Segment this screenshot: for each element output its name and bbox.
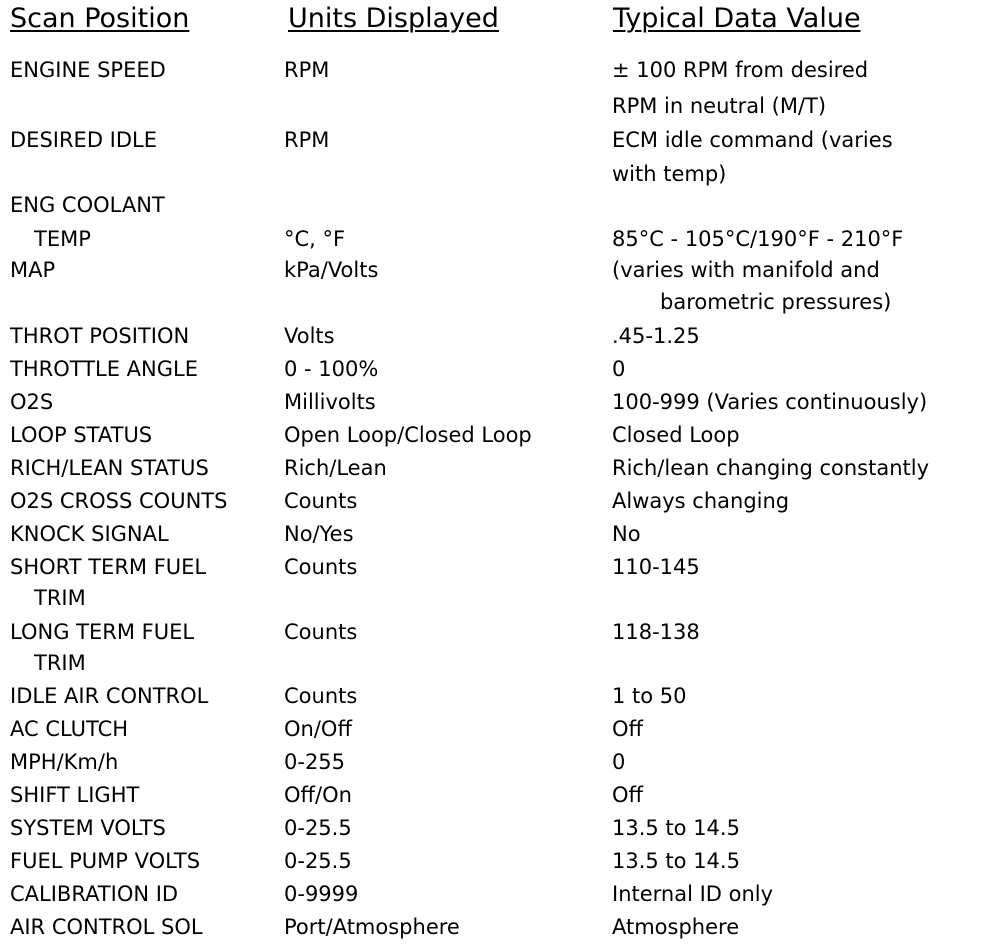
header-units-displayed: Units Displayed — [288, 3, 499, 34]
scan-position-cell: RICH/LEAN STATUS — [10, 456, 209, 480]
units-cell: Millivolts — [284, 390, 376, 414]
scan-position-cell: AIR CONTROL SOL — [10, 915, 203, 939]
units-cell: Open Loop/Closed Loop — [284, 423, 532, 447]
typical-value-cell: Atmosphere — [612, 915, 740, 939]
scan-position-cell: LONG TERM FUEL — [10, 620, 195, 644]
typical-value-cell: Internal ID only — [612, 882, 774, 906]
scan-position-cell: DESIRED IDLE — [10, 128, 157, 152]
units-cell: Rich/Lean — [284, 456, 387, 480]
typical-value-cell: 0 — [612, 357, 626, 381]
typical-value-cell: 1 to 50 — [612, 684, 687, 708]
units-cell: 0-9999 — [284, 882, 359, 906]
units-cell: 0-25.5 — [284, 816, 352, 840]
units-cell: Port/Atmosphere — [284, 915, 460, 939]
scan-position-cell: FUEL PUMP VOLTS — [10, 849, 201, 873]
typical-value-cell: 100-999 (Varies continuously) — [612, 390, 928, 414]
scan-position-cell: THROT POSITION — [10, 324, 190, 348]
typical-value-cell: Closed Loop — [612, 423, 740, 447]
units-cell: RPM — [284, 58, 330, 82]
typical-value-cell: (varies with manifold and — [612, 258, 880, 282]
units-cell: Off/On — [284, 783, 352, 807]
typical-value-cell: Always changing — [612, 489, 790, 513]
typical-value-cell: 0 — [612, 750, 626, 774]
typical-value-cell: barometric pressures) — [660, 290, 892, 314]
scan-position-cell: THROTTLE ANGLE — [10, 357, 198, 381]
scan-position-cell: SHIFT LIGHT — [10, 783, 140, 807]
units-cell: 0 - 100% — [284, 357, 379, 381]
typical-value-cell: ECM idle command (varies — [612, 128, 893, 152]
units-cell: Counts — [284, 620, 358, 644]
units-cell: Counts — [284, 555, 358, 579]
typical-value-cell: .45-1.25 — [612, 324, 700, 348]
scan-position-cell: TEMP — [34, 227, 91, 251]
typical-value-cell: with temp) — [612, 162, 727, 186]
typical-value-cell: 110-145 — [612, 555, 700, 579]
units-cell: °C, °F — [284, 227, 346, 251]
header-scan-position: Scan Position — [10, 3, 190, 34]
units-cell: Volts — [284, 324, 335, 348]
header-typical-data-value: Typical Data Value — [613, 3, 861, 34]
units-cell: 0-255 — [284, 750, 346, 774]
units-cell: kPa/Volts — [284, 258, 379, 282]
units-cell: 0-25.5 — [284, 849, 352, 873]
scan-position-cell: TRIM — [34, 651, 86, 675]
scan-position-cell: LOOP STATUS — [10, 423, 153, 447]
scan-position-cell: O2S CROSS COUNTS — [10, 489, 228, 513]
units-cell: No/Yes — [284, 522, 354, 546]
units-cell: RPM — [284, 128, 330, 152]
scan-position-cell: ENGINE SPEED — [10, 58, 166, 82]
units-cell: Counts — [284, 489, 358, 513]
scan-position-cell: SHORT TERM FUEL — [10, 555, 207, 579]
typical-value-cell: Off — [612, 717, 643, 741]
scan-position-cell: O2S — [10, 390, 54, 414]
typical-value-cell: Off — [612, 783, 643, 807]
scan-position-cell: CALIBRATION ID — [10, 882, 179, 906]
units-cell: On/Off — [284, 717, 352, 741]
scan-position-cell: SYSTEM VOLTS — [10, 816, 166, 840]
typical-value-cell: 118-138 — [612, 620, 700, 644]
units-cell: Counts — [284, 684, 358, 708]
typical-value-cell: Rich/lean changing constantly — [612, 456, 930, 480]
scan-position-cell: KNOCK SIGNAL — [10, 522, 169, 546]
typical-value-cell: ± 100 RPM from desired — [612, 58, 869, 82]
scan-position-cell: MPH/Km/h — [10, 750, 119, 774]
typical-value-cell: 13.5 to 14.5 — [612, 816, 740, 840]
typical-value-cell: No — [612, 522, 641, 546]
typical-value-cell: 85°C - 105°C/190°F - 210°F — [612, 227, 904, 251]
scan-position-cell: AC CLUTCH — [10, 717, 129, 741]
scan-position-cell: MAP — [10, 258, 56, 282]
scan-position-cell: ENG COOLANT — [10, 193, 165, 217]
scan-position-cell: IDLE AIR CONTROL — [10, 684, 209, 708]
typical-value-cell: 13.5 to 14.5 — [612, 849, 740, 873]
typical-value-cell: RPM in neutral (M/T) — [612, 94, 827, 118]
scan-position-cell: TRIM — [34, 586, 86, 610]
